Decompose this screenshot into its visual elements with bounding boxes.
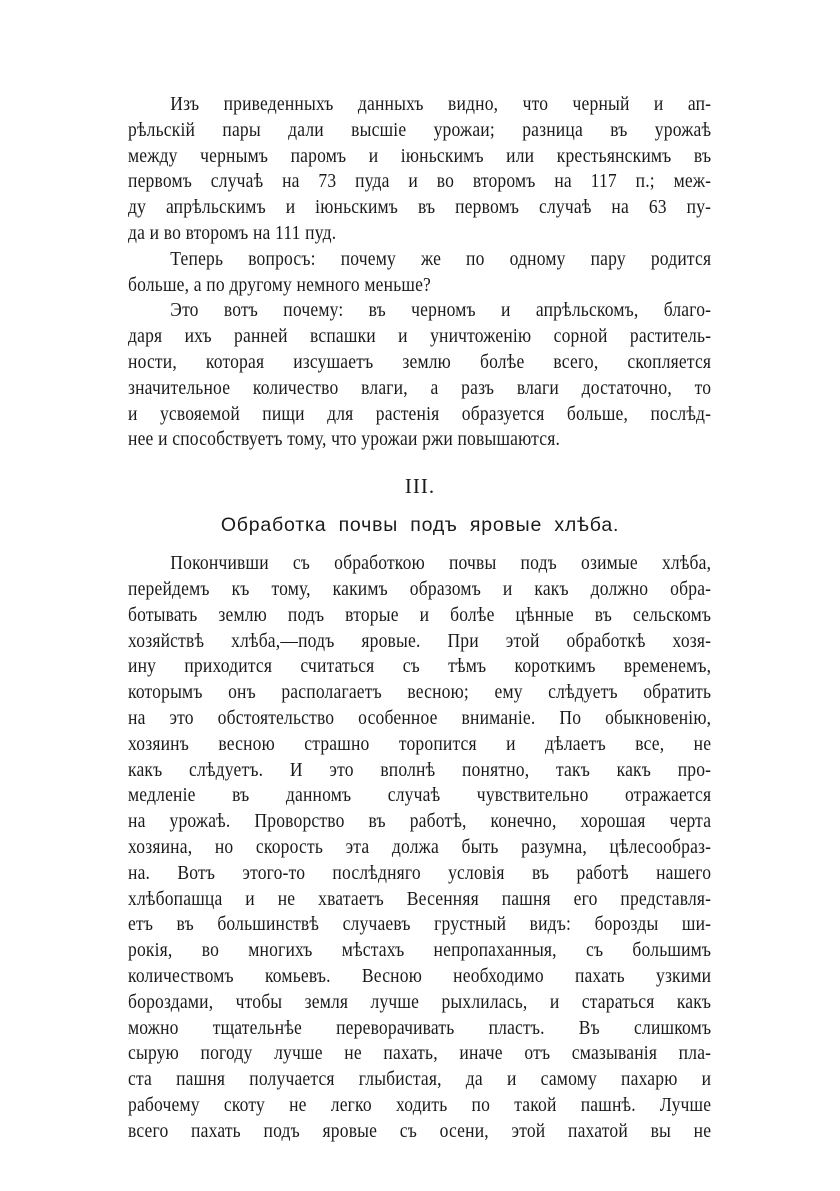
text-line: Изъ приведенныхъ данныхъ видно, что черный и ап-	[170, 94, 712, 115]
text-line: Покончивши съ обработкою почвы подъ озимые хлѣба,	[170, 553, 712, 575]
text-line: рѣльскій пары дали высшіе урожаи; разница въ урожаѣ	[128, 119, 712, 141]
text-line: бороздами, чтобы земля лучше рыхлилась, и стараться какъ	[128, 991, 712, 1013]
text-line: да и во второмъ на 111 пуд.	[128, 222, 337, 244]
text-line: на это обстоятельство особенное вниманіе. По обыкновенію,	[128, 707, 712, 729]
text-line: на урожаѣ. Проворство въ работѣ, конечно, хорошая черта	[128, 811, 712, 833]
text-line: даря ихъ ранней вспашки и уничтоженію сорной раститель-	[128, 326, 712, 348]
text-line: первомъ случаѣ на 73 пуда и во второмъ на 117 п.; меж-	[128, 171, 712, 193]
text-line: количествомъ комьевъ. Весною необходимо пахать узкими	[128, 965, 712, 987]
text-line: хозяинъ весною страшно торопится и дѣлаетъ все, не	[128, 733, 712, 755]
paragraph-conclusion	[128, 92, 712, 247]
text-line: больше, а по другому немного меньше?	[128, 274, 432, 296]
text-line: ности, которая изсушаетъ землю болѣе всего, скопляется	[128, 351, 712, 373]
text-line: между чернымъ паромъ и іюньскимъ или крестьянскимъ въ	[128, 145, 712, 167]
text-line: какъ слѣдуетъ. И это вполнѣ понятно, такъ какъ про-	[128, 759, 712, 781]
text-line: ду апрѣльскимъ и іюньскимъ въ первомъ случаѣ на 63 пу-	[128, 197, 712, 219]
section-title: Обработка почвы подъ яровые хлѣба.	[220, 514, 620, 537]
paragraph-spring-tillage	[128, 551, 712, 1144]
text-line: и усвояемой пищи для растенія образуется больше, послѣд-	[128, 403, 712, 425]
text-line: хозяина, но скорость эта должа быть разумна, цѣлесообраз-	[128, 836, 712, 858]
text-line: можно тщательнѣе переворачивать пластъ. Въ слишкомъ	[128, 1017, 712, 1039]
text-line: медленіе въ данномъ случаѣ чувствительно отражается	[128, 785, 712, 807]
text-line: ину приходится считаться съ тѣмъ короткимъ временемъ,	[128, 656, 712, 678]
text-line: ста пашня получается глыбистая, да и самому пахарю и	[128, 1069, 712, 1091]
paragraph-question	[128, 247, 712, 299]
text-line: етъ въ большинствѣ случаевъ грустный видъ: борозды ши-	[128, 914, 712, 936]
text-line: на. Вотъ этого-то послѣдняго условія въ работѣ нашего	[128, 862, 712, 884]
paragraph-answer	[128, 298, 712, 453]
text-line: значительное количество влаги, а разъ влаги достаточно, то	[128, 377, 712, 399]
text-line: рабочему скоту не легко ходить по такой пашнѣ. Лучше	[128, 1094, 712, 1116]
text-line: ботывать землю подъ вторые и болѣе цѣнные въ сельскомъ	[128, 604, 712, 626]
text-line: рокія, во многихъ мѣстахъ непропаханныя, съ большимъ	[128, 940, 712, 962]
text-line: перейдемъ къ тому, какимъ образомъ и какъ должно обра-	[128, 578, 712, 600]
text-line: всего пахать подъ яровые съ осени, этой пахатой вы не	[128, 1120, 712, 1142]
text-line: Это вотъ почему: въ черномъ и апрѣльскомъ, благо-	[170, 300, 712, 322]
text-line: сырую погоду лучше не пахать, иначе отъ смазыванія пла-	[128, 1043, 712, 1065]
text-line: хлѣбопашца и не хватаетъ Весенняя пашня его представля-	[128, 888, 712, 910]
text-line: нее и способствуетъ тому, что урожаи ржи повышаются.	[128, 429, 561, 451]
text-line: которымъ онъ располагаетъ весною; ему слѣдуетъ обратить	[128, 682, 712, 704]
text-line: Теперь вопросъ: почему же по одному пару родится	[170, 248, 712, 270]
page-text	[128, 92, 712, 1144]
section-number: III.	[404, 474, 436, 499]
text-line: хозяйствѣ хлѣба,—подъ яровые. При этой обработкѣ хозя-	[128, 630, 712, 652]
